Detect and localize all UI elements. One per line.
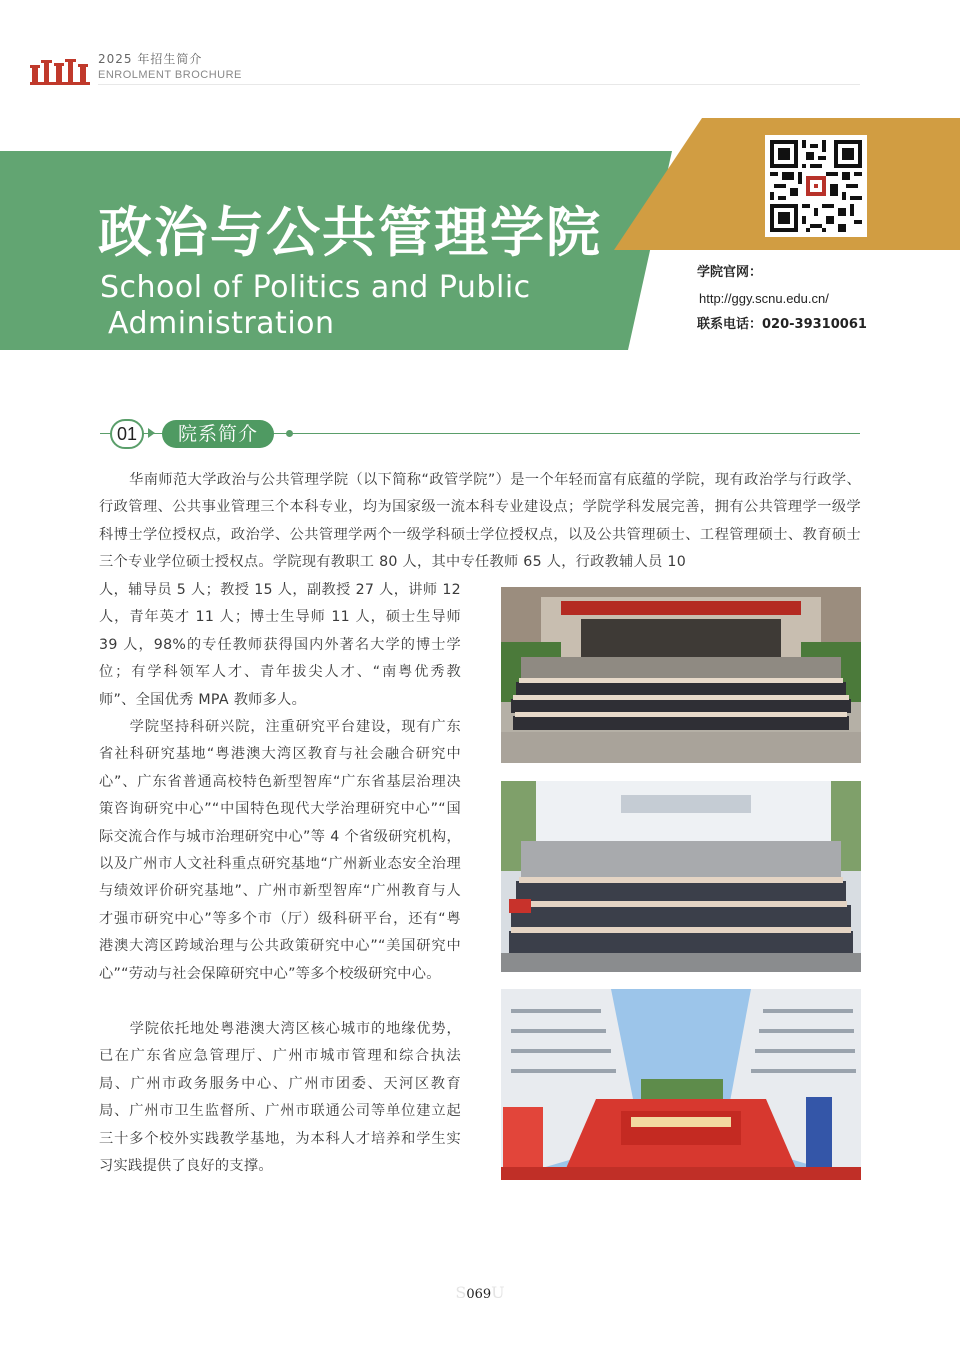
section-number: 01 — [110, 419, 144, 449]
campus-entrance-photo — [501, 989, 861, 1180]
section-arrow-icon — [148, 428, 155, 438]
college-title-cn: 政治与公共管理学院 — [98, 200, 602, 264]
college-title-en-line2: Administration — [108, 306, 335, 341]
contact-info — [697, 260, 867, 338]
research-text: 学院坚持科研兴院，注重研究平台建设，现有广东省社科研究基地“粤港澳大湾区教育与社会融合研究中心”、广东省普通高校特色新型智库“广东省基层治理决策咨询研究中心”“中国特色现代大学治理研究中心”“国际交流合作与城市治理研究中心”等 4 个省级研究机构，以及广州市人文社科重点研究基地“广州新业态安全治理与绩效评价研究基地”、广州市新型智库“广州教育与人才强市研究中心”等多个市（厅）级科研平台，还有“粤港澳大湾区跨域治理与公共政策研究中心”“美国研究中心”“劳动与社会保障研究中心”等多个校级研究中心。 — [99, 719, 461, 982]
phone-row — [697, 312, 867, 338]
page-number: S069U — [455, 1283, 505, 1302]
website-url-link[interactable]: http://ggy.scnu.edu.cn/ — [699, 291, 829, 306]
university-logo-icon — [30, 58, 90, 86]
college-title-en-line1: School of Politics and Public — [100, 270, 531, 305]
faculty-paragraph: 人，辅导员 5 人；教授 15 人，副教授 27 人，讲师 12 人，青年英才 11 人；博士生导师 11 人，硕士生导师 39 人，98%的专任教师获得国内外著名大学的博士学位；有学科领军人才、青年拔尖人才、“南粤优秀教师”、全国优秀 MPA 教师多人。 — [99, 582, 461, 708]
brochure-header — [98, 50, 242, 81]
website-label: 学院官网： — [697, 265, 763, 280]
practice-text: 学院依托地处粤港澳大湾区核心城市的地缘优势，已在广东省应急管理厅、广州市城市管理和综合执法局、广州市政务服务中心、广州市团委、天河区教育局、广州市卫生监督所、广州市联通公司等单位建立起三十多个校外实践教学基地，为本科人才培养和学生实习实践提供了良好的支撑。 — [99, 1021, 461, 1175]
research-paragraph — [99, 714, 461, 988]
section-dot-icon — [286, 430, 293, 437]
brochure-title-cn: 2025 年招生简介 — [98, 52, 203, 66]
phone-label: 联系电话： — [697, 317, 763, 332]
qr-code-icon[interactable] — [765, 135, 867, 237]
intro-text: 华南师范大学政治与公共管理学院（以下简称“政管学院”）是一个年轻而富有底蕴的学院，现有政治学与行政学、行政管理、公共事业管理三个本科专业，均为国家级一流本科专业建设点；学院学科发展完善，拥有公共管理学一级学科博士学位授权点，政治学、公共管理学两个一级学科硕士学位授权点，以及公共管理硕士、工程管理硕士、教育硕士三个专业学位硕士授权点。学院现有教职工 80 人，其中专任教师 65 人，行政教辅人员 10 — [99, 472, 861, 571]
phone-number: 020-39310061 — [762, 317, 867, 332]
group-photo-building — [501, 587, 861, 763]
practice-paragraph — [99, 1016, 461, 1180]
college-title-en — [100, 270, 531, 342]
page-number-value: 069 — [466, 1287, 492, 1302]
section-title: 院系简介 — [162, 420, 274, 448]
group-photo-steps — [501, 781, 861, 972]
intro-paragraph — [99, 467, 861, 577]
header-divider — [98, 84, 860, 85]
brochure-title-en: ENROLMENT BROCHURE — [98, 69, 242, 81]
